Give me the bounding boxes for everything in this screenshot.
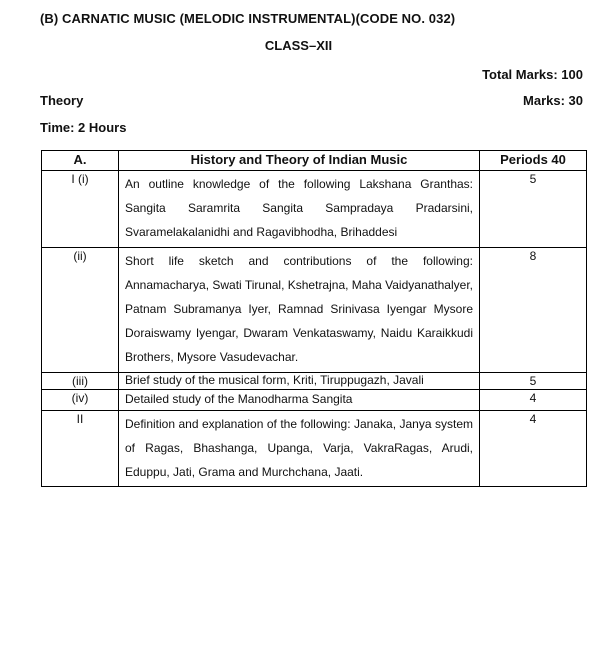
table-row — [42, 372, 587, 389]
row-periods: 5 — [480, 171, 587, 248]
row-periods: 4 — [480, 410, 587, 487]
exam-time: Time: 2 Hours — [40, 120, 127, 135]
syllabus-table — [41, 150, 587, 487]
row-description: Definition and explanation of the following: Janaka, Janya system of Ragas, Bhashanga, Upanga, Varja, VakraRagas, Arudi, Eduppu, Jati, Grama and Murchchana, Jaati. — [119, 410, 480, 487]
section-marks: Marks: 30 — [523, 93, 583, 108]
row-periods: 4 — [480, 389, 587, 410]
row-number: (ii) — [42, 247, 119, 372]
table-row — [42, 410, 587, 487]
section-theory-label: Theory — [40, 93, 84, 108]
row-description: Short life sketch and contributions of the following: Annamacharya, Swati Tirunal, Kshetrajna, Maha Vaidyanathalyer, Patnam Subramanya Iyer, Ramnad Srinivasa Iyengar Mysore Doraiswamy Iyengar, Dwaram Venkataswamy, Naidu Karaikkudi Brothers, Mysore Vasudevachar. — [119, 247, 480, 372]
class-heading: CLASS–XII — [264, 38, 333, 53]
document-title: (B) CARNATIC MUSIC (MELODIC INSTRUMENTAL)(CODE NO. 032) — [40, 11, 456, 26]
row-periods: 8 — [480, 247, 587, 372]
row-number: I (i) — [42, 171, 119, 248]
total-marks: Total Marks: 100 — [482, 67, 583, 82]
row-description: Brief study of the musical form, Kriti, Tiruppugazh, Javali — [119, 372, 480, 389]
row-number: (iv) — [42, 389, 119, 410]
header-periods: Periods 40 — [480, 151, 587, 171]
row-description: An outline knowledge of the following Lakshana Granthas: Sangita Saramrita Sangita Sampradaya Pradarsini, Svaramelakalanidhi and Ragavibhodha, Brihaddesi — [119, 171, 480, 248]
row-description: Detailed study of the Manodharma Sangita — [119, 389, 480, 410]
table-header-row — [42, 151, 587, 171]
table-row — [42, 389, 587, 410]
row-periods: 5 — [480, 372, 587, 389]
row-number: II — [42, 410, 119, 487]
table-row — [42, 247, 587, 372]
row-number: (iii) — [42, 372, 119, 389]
table-row — [42, 171, 587, 248]
header-topic: History and Theory of Indian Music — [119, 151, 480, 171]
header-section: A. — [42, 151, 119, 171]
